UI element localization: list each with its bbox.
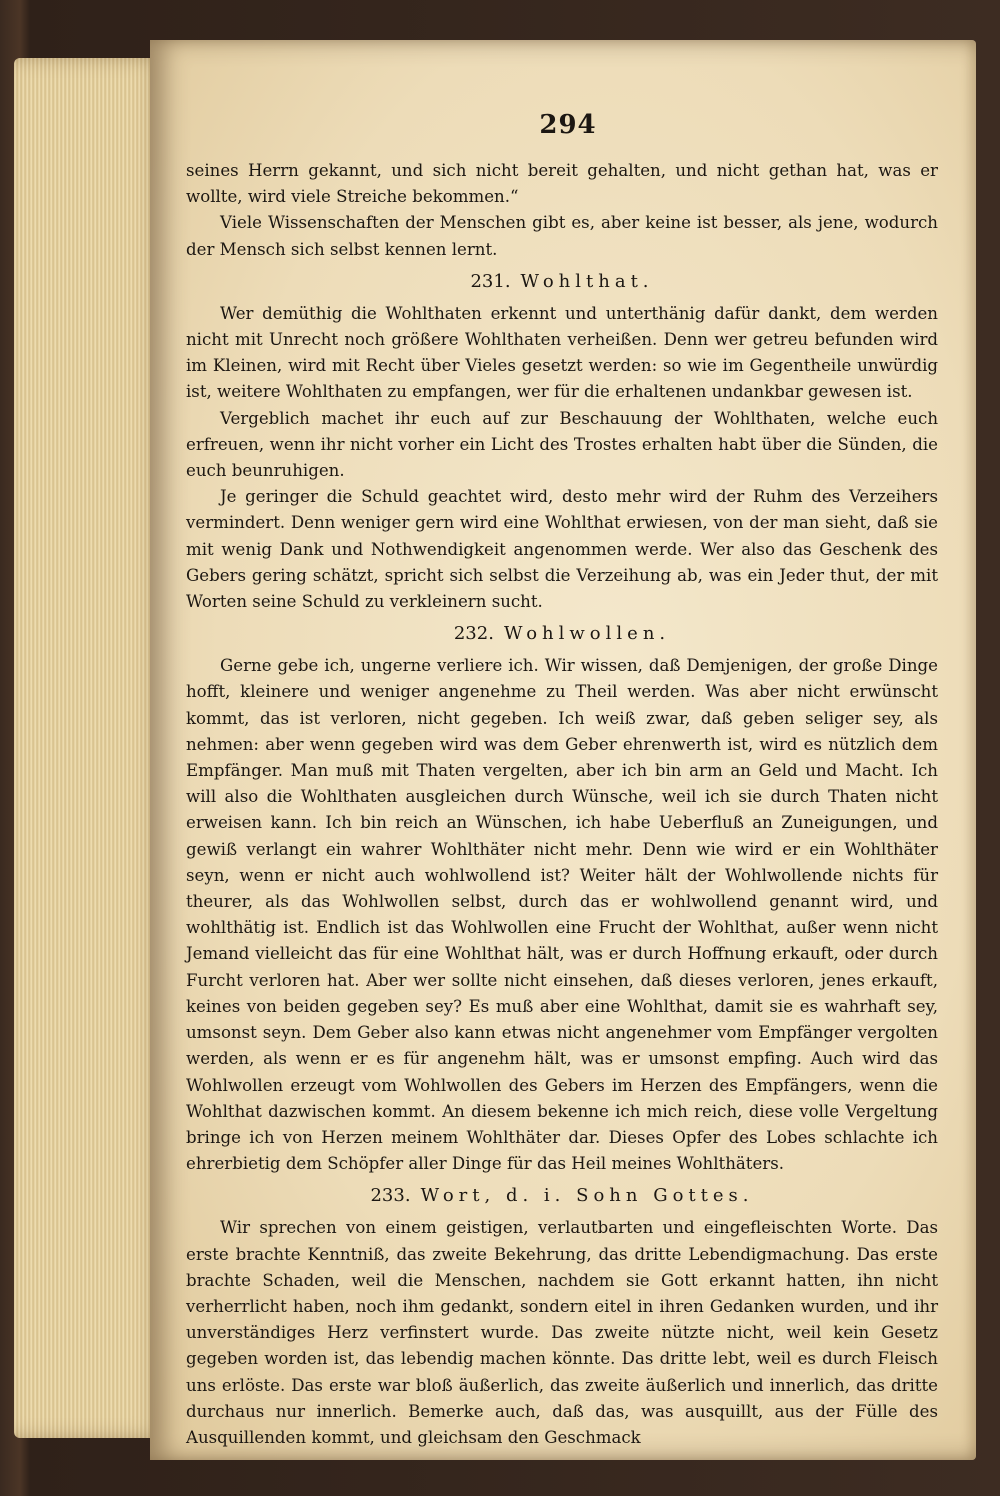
page-number: 294 [539, 110, 597, 140]
section-heading [186, 1181, 938, 1211]
section-number: 231. [470, 270, 511, 292]
section-heading [186, 619, 938, 649]
paragraph: Viele Wissenschaften der Menschen gibt es, aber keine ist besser, als jene, wodurch der Mensch sich selbst kennen lernt. [186, 213, 938, 259]
paragraph: Vergeblich machet ihr euch auf zur Beschauung der Wohlthaten, welche euch erfreuen, wenn ihr nicht vorher ein Licht des Trostes erhalten habt über die Sünden, die euch beunruhigen. [186, 408, 938, 481]
section-title: Wohlthat. [520, 270, 654, 292]
section-title: Wort, d. i. Sohn Gottes. [420, 1185, 754, 1207]
section-number: 232. [453, 623, 494, 645]
section-number: 233. [370, 1185, 411, 1207]
paragraph: Wer demüthig die Wohlthaten erkennt und unterthänig dafür dankt, dem werden nicht mit Unrecht noch größere Wohlthaten verheißen. Denn wer getreu befunden wird im Kleinen, wird mit Recht über Vieles gesetzt werden: so wie im Gegentheile unwürdig ist, weitere Wohlthaten zu empfangen, wer für die erhaltenen undankbar gewesen ist. [186, 303, 938, 402]
page-text [186, 158, 938, 1451]
section-title: Wohlwollen. [503, 623, 671, 645]
paragraph: Je geringer die Schuld geachtet wird, desto mehr wird der Ruhm des Verzeihers vermindert. Denn weniger gern wird eine Wohlthat erwiesen, von der man sieht, daß sie mit wenig Dank und Nothwendigkeit angenommen werde. Wer also das Geschenk des Gebers gering schätzt, spricht sich selbst die Verzeihung ab, was ein Jeder thut, der mit Worten seine Schuld zu verkleinern sucht. [186, 487, 938, 612]
paragraph: Gerne gebe ich, ungerne verliere ich. Wir wissen, daß Demjenigen, der große Dinge hofft, kleinere und weniger angenehme zu Theil werden. Was aber nicht erwünscht kommt, das ist verloren, nicht gegeben. Ich weiß zwar, daß geben seliger sey, als nehmen: aber wenn gegeben wird was dem Geber ehrenwerth ist, wird es nützlich dem Empfänger. Man muß mit Thaten vergelten, aber ich bin arm an Geld und Macht. Ich will also die Wohlthaten ausgleichen durch Wünsche, weil ich sie durch Thaten nicht erweisen kann. Ich bin reich an Wünschen, ich habe Ueberfluß an Zuneigungen, und gewiß verlangt ein wahrer Wohlthäter nicht mehr. Denn wie wird er ein Wohlthäter seyn, wenn er nicht auch wohlwollend ist? Weiter hält der Wohlwollende nichts für theurer, als das Wohlwollen selbst, durch das er wohlwollend genannt wird, und wohlthätig ist. Endlich ist das Wohlwollen eine Frucht der Wohlthat, außer wenn nicht Jemand vielleicht das für eine Wohlthat hält, was er durch Hoffnung erkauft, oder durch Furcht verloren hat. Aber wer sollte nicht einsehen, daß dieses verloren, jenes erkauft, keines von beiden gegeben sey? Es muß aber eine Wohlthat, damit sie es wahrhaft sey, umsonst seyn. Dem Geber also kann etwas nicht angenehmer vom Empfänger vergolten werden, als wenn er es für angenehm hält, was er umsonst empfing. Auch wird das Wohlwollen erzeugt vom Wohlwollen des Gebers im Herzen des Empfängers, wenn die Wohlthat dazwischen kommt. An diesem bekenne ich mich reich, diese volle Vergeltung bringe ich von Herzen meinem Wohlthäter dar. Dieses Opfer des Lobes schlachte ich ehrerbietig dem Schöpfer aller Dinge für das Heil meines Wohlthäters. [186, 656, 938, 1174]
book-page [150, 40, 976, 1460]
page-edges [14, 58, 164, 1438]
paragraph: Wir sprechen von einem geistigen, verlautbarten und eingefleischten Worte. Das erste brachte Kenntniß, das zweite Bekehrung, das dritte Lebendigmachung. Das erste brachte Schaden, weil die Menschen, nachdem sie Gott erkannt hatten, ihn nicht verherrlicht haben, noch ihm gedankt, sondern eitel in ihren Gedanken wurden, und ihr unverständiges Herz verfinstert wurde. Das zweite nützte nicht, weil kein Gesetz gegeben worden ist, das lebendig machen könnte. Das dritte lebt, weil es durch Fleisch uns erlöste. Das erste war bloß äußerlich, das zweite äußerlich und innerlich, das dritte durchaus nur innerlich. Bemerke auch, daß das, was ausquillt, aus der Fülle des Ausquillenden kommt, und gleichsam den Geschmack [186, 1218, 938, 1447]
paragraph: seines Herrn gekannt, und sich nicht bereit gehalten, und nicht gethan hat, was er wollte, wird viele Streiche bekommen.“ [186, 161, 938, 207]
section-heading [186, 267, 938, 297]
